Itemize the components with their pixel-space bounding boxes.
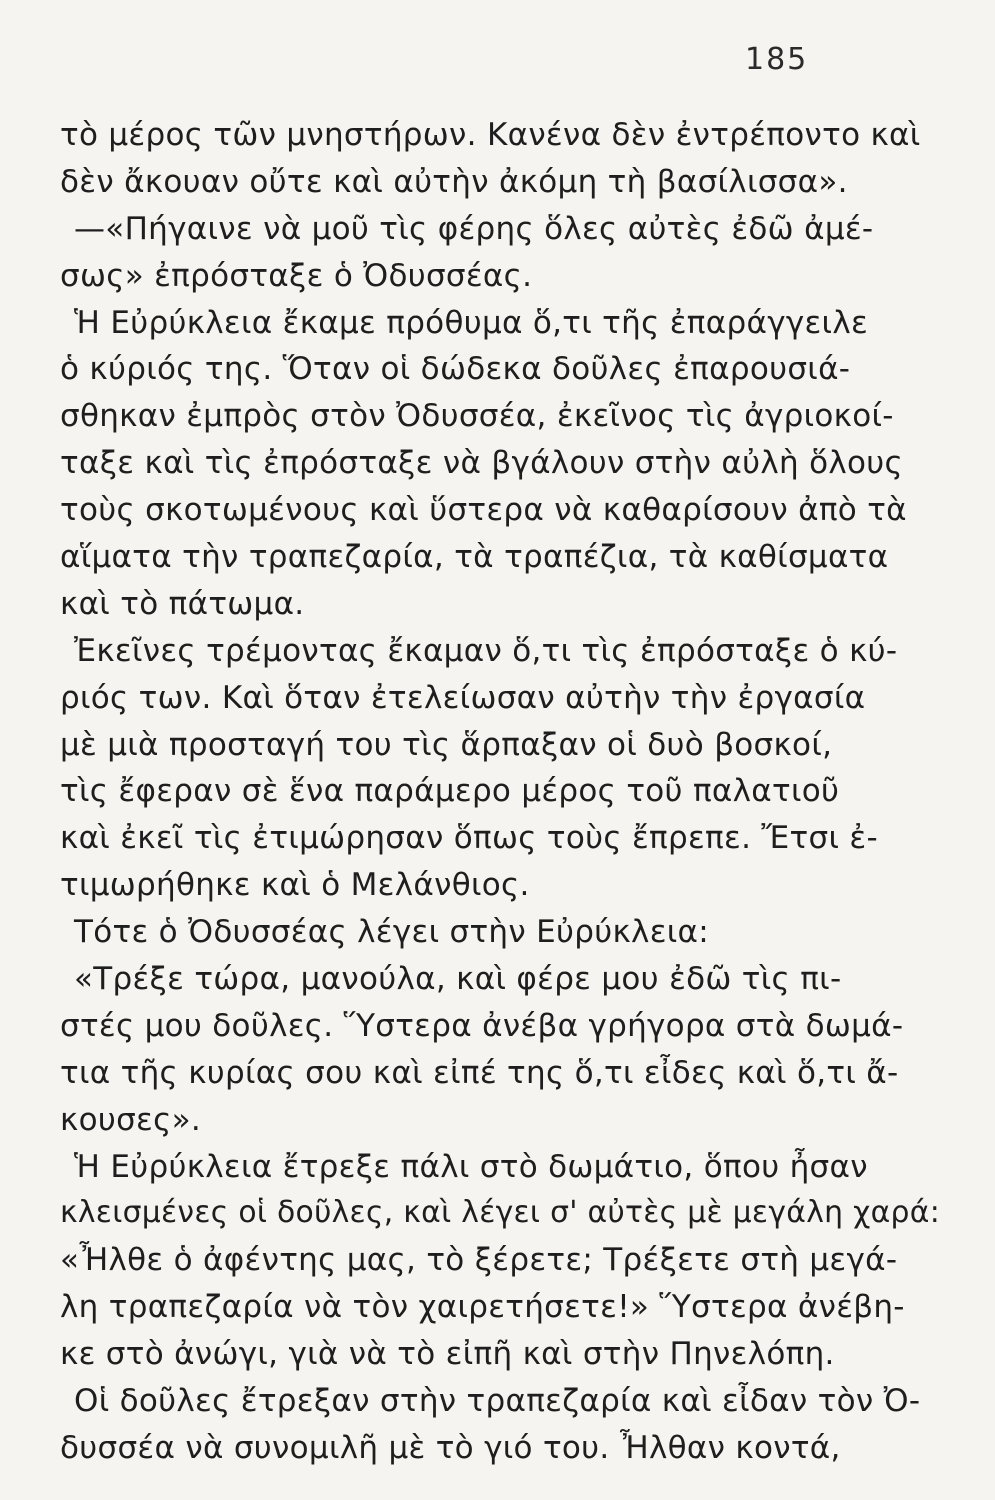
text-line: τια τῆς κυρίας σου καὶ εἰπέ της ὅ,τι εἶδες καὶ ὅ,τι ἄ- bbox=[60, 1054, 899, 1091]
text-line: δὲν ἄκουαν οὔτε καὶ αὐτὴν ἀκόμη τὴ βασίλισσα». bbox=[60, 163, 848, 200]
text-line: Ἡ Εὐρύκλεια ἔκαμε πρόθυμα ὅ,τι τῆς ἐπαράγγειλε bbox=[74, 304, 869, 341]
text-line: μὲ μιὰ προσταγή του τὶς ἅρπαξαν οἱ δυὸ βοσκοί, bbox=[60, 726, 833, 763]
text-line: κουσες». bbox=[60, 1101, 201, 1138]
text-line: ριός των. Καὶ ὅταν ἐτελείωσαν αὐτὴν τὴν ἐργασία bbox=[60, 679, 866, 716]
text-line: τὶς ἔφεραν σὲ ἕνα παράμερο μέρος τοῦ παλατιοῦ bbox=[60, 773, 840, 810]
text-line: κλεισμένες οἱ δοῦλες, καὶ λέγει σ' αὐτὲς μὲ μεγάλη χαρά: bbox=[60, 1195, 941, 1231]
page-number: 185 bbox=[745, 42, 809, 77]
text-line: Τότε ὁ Ὀδυσσέας λέγει στὴν Εὐρύκλεια: bbox=[74, 914, 710, 951]
body-text bbox=[60, 112, 941, 1472]
text-line: τοὺς σκοτωμένους καὶ ὕστερα νὰ καθαρίσουν ἀπὸ τὰ bbox=[60, 492, 907, 529]
text-line: —«Πήγαινε νὰ μοῦ τὶς φέρης ὅλες αὐτὲς ἐδῶ ἀμέ- bbox=[74, 210, 874, 247]
text-line: τιμωρήθηκε καὶ ὁ Μελάνθιος. bbox=[60, 867, 530, 904]
text-line: «Τρέξε τώρα, μανούλα, καὶ φέρε μου ἐδῶ τὶς πι- bbox=[74, 961, 842, 998]
text-line: αἵματα τὴν τραπεζαρία, τὰ τραπέζια, τὰ καθίσματα bbox=[60, 539, 889, 576]
text-line: Οἱ δοῦλες ἔτρεξαν στὴν τραπεζαρία καὶ εἶδαν τὸν Ὀ- bbox=[74, 1383, 921, 1420]
text-line: καὶ τὸ πάτωμα. bbox=[60, 585, 305, 622]
text-line: Ἐκεῖνες τρέμοντας ἔκαμαν ὅ,τι τὶς ἐπρόσταξε ὁ κύ- bbox=[74, 632, 898, 669]
text-line: σως» ἐπρόσταξε ὁ Ὀδυσσέας. bbox=[60, 257, 533, 294]
text-line: ταξε καὶ τὶς ἐπρόσταξε νὰ βγάλουν στὴν αὐλὴ ὅλους bbox=[60, 445, 903, 482]
text-line: σθηκαν ἐμπρὸς στὸν Ὀδυσσέα, ἐκεῖνος τὶς ἀγριοκοί- bbox=[60, 398, 894, 435]
text-line: δυσσέα νὰ συνομιλῆ μὲ τὸ γιό του. Ἦλθαν κοντά, bbox=[60, 1429, 841, 1466]
text-line: ὁ κύριός της. Ὅταν οἱ δώδεκα δοῦλες ἐπαρουσιά- bbox=[60, 351, 851, 388]
text-line: τὸ μέρος τῶν μνηστήρων. Κανένα δὲν ἐντρέποντο καὶ bbox=[60, 117, 921, 153]
text-line: λη τραπεζαρία νὰ τὸν χαιρετήσετε!» Ὕστερα ἀνέβη- bbox=[60, 1289, 905, 1326]
text-line: «Ἦλθε ὁ ἀφέντης μας, τὸ ξέρετε; Τρέξετε στὴ μεγά- bbox=[60, 1242, 898, 1279]
text-line: κε στὸ ἀνώγι, γιὰ νὰ τὸ εἰπῆ καὶ στὴν Πηνελόπη. bbox=[60, 1336, 835, 1373]
text-line: καὶ ἐκεῖ τὶς ἐτιμώρησαν ὅπως τοὺς ἔπρεπε. Ἔτσι ἐ- bbox=[60, 820, 878, 857]
text-line: Ἡ Εὐρύκλεια ἔτρεξε πάλι στὸ δωμάτιο, ὅπου ἦσαν bbox=[74, 1148, 868, 1185]
text-line: στές μου δοῦλες. Ὕστερα ἀνέβα γρήγορα στὰ δωμά- bbox=[60, 1007, 904, 1044]
